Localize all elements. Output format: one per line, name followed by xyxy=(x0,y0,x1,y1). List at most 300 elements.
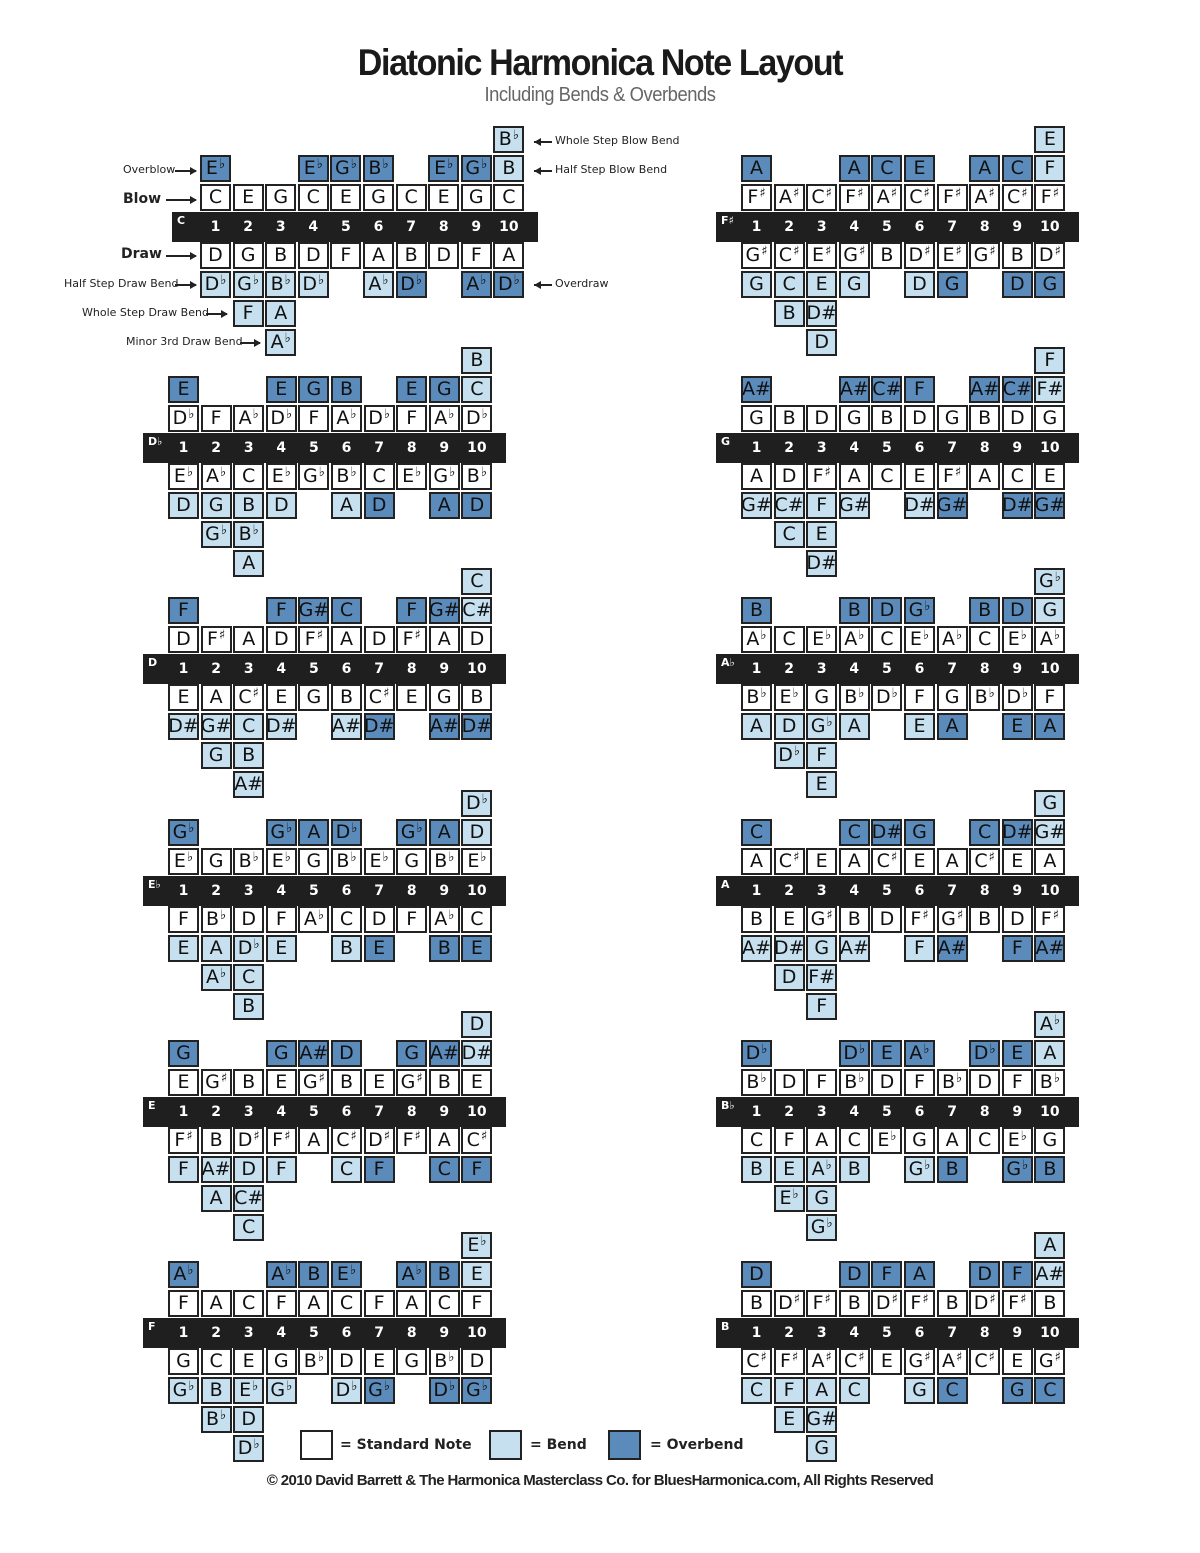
note-letter: E xyxy=(275,1071,288,1093)
blow-note xyxy=(904,184,935,211)
blow-note xyxy=(396,1069,427,1096)
hole-number: 6 xyxy=(341,1104,352,1120)
draw-note xyxy=(969,906,1000,933)
blow-note xyxy=(969,848,1000,875)
blow-note xyxy=(330,184,361,211)
note-letter: C xyxy=(437,1292,451,1314)
key-label: C xyxy=(177,214,186,227)
hole-number: 9 xyxy=(439,1325,450,1341)
hole-number: 9 xyxy=(1012,1104,1023,1120)
note-letter: B xyxy=(238,850,252,872)
note-letter: D# xyxy=(266,715,297,737)
note-letter: C xyxy=(368,686,383,708)
note-letter: G xyxy=(436,686,452,708)
note-letter: B xyxy=(404,244,418,266)
note-letter: D# xyxy=(1002,494,1033,516)
draw-bend-note xyxy=(774,1156,805,1183)
draw-bend-note xyxy=(806,935,837,962)
draw-note xyxy=(201,1127,232,1154)
note-letter: F xyxy=(206,628,218,650)
note-letter: A xyxy=(336,407,350,429)
note-letter: F xyxy=(406,599,418,621)
blow-note xyxy=(298,848,329,875)
note-letter: G xyxy=(176,1042,191,1064)
note-letter: A xyxy=(778,186,792,208)
overblow-note xyxy=(461,1261,492,1288)
note-letter: F xyxy=(1008,1292,1020,1314)
draw-bend-note xyxy=(364,492,395,519)
draw-bend-3-note xyxy=(806,1214,837,1241)
draw-bend-note xyxy=(233,713,264,740)
blow-note xyxy=(774,405,805,432)
note-letter: A xyxy=(303,908,317,930)
overblow-note xyxy=(904,1040,935,1067)
note-letter: F xyxy=(308,407,320,429)
hole-number: 3 xyxy=(816,1104,827,1120)
note-letter: A xyxy=(209,1292,223,1314)
hole-number: 10 xyxy=(1040,440,1060,456)
note-letter: E xyxy=(880,1042,893,1064)
note-letter: E xyxy=(783,1158,796,1180)
blow-note xyxy=(741,1069,772,1096)
draw-note xyxy=(806,1127,837,1154)
draw-bend-note xyxy=(429,713,460,740)
accidental: ♯ xyxy=(890,850,898,865)
note-letter: D xyxy=(204,273,220,295)
accidental: ♭ xyxy=(218,157,226,172)
draw-bend-note xyxy=(774,713,805,740)
note-letter: C xyxy=(782,273,796,295)
note-letter: G xyxy=(1042,599,1058,621)
blow-note xyxy=(871,405,902,432)
hole-number: 1 xyxy=(751,219,762,235)
note-letter: E xyxy=(470,1263,483,1285)
note-letter: G xyxy=(205,523,220,545)
hole-number: 7 xyxy=(406,219,416,235)
note-letter: A xyxy=(340,628,353,650)
accidental: ♭ xyxy=(513,273,520,288)
page-subtitle: Including Bends & Overbends xyxy=(484,84,716,106)
note-letter: G xyxy=(465,157,481,179)
note-letter: F xyxy=(812,1292,824,1314)
draw-note xyxy=(298,684,329,711)
overblow-note xyxy=(331,1040,362,1067)
note-letter: D xyxy=(781,715,797,737)
hole-number: 9 xyxy=(439,440,450,456)
draw-bend-2-note xyxy=(265,300,296,327)
note-letter: B xyxy=(209,1129,223,1151)
accidental: ♭ xyxy=(186,465,194,480)
hole-number: 6 xyxy=(341,440,352,456)
accidental: ♯ xyxy=(416,1071,423,1086)
overblow-note xyxy=(168,597,199,624)
draw-note xyxy=(298,1348,329,1375)
accidental: ♭ xyxy=(1053,1071,1060,1086)
note-letter: F xyxy=(779,1350,791,1372)
draw-note xyxy=(741,1348,772,1375)
draw-bend-note xyxy=(937,492,968,519)
blow-note xyxy=(839,1069,870,1096)
accidental: ♯ xyxy=(956,908,964,923)
blow-note xyxy=(298,626,329,653)
note-letter: G xyxy=(404,1350,420,1372)
hole-number: 4 xyxy=(276,883,287,899)
blow-note xyxy=(429,1069,460,1096)
note-letter: A xyxy=(401,1263,415,1285)
note-letter: D xyxy=(875,1292,891,1314)
note-letter: F xyxy=(1044,349,1056,371)
overblow-note xyxy=(904,597,935,624)
note-letter: G xyxy=(273,1350,289,1372)
hole-number: 10 xyxy=(1040,219,1060,235)
note-letter: B xyxy=(303,1350,317,1372)
note-letter: E xyxy=(177,937,190,959)
draw-bend-note xyxy=(331,1156,362,1183)
draw-note xyxy=(774,463,805,490)
draw-note xyxy=(493,242,524,269)
annot-minor-3rd-draw-bend: Minor 3rd Draw Bend xyxy=(126,335,243,348)
accidental: ♭ xyxy=(284,465,291,480)
draw-note xyxy=(233,1127,264,1154)
hole-number: 5 xyxy=(882,883,892,899)
draw-note xyxy=(429,906,460,933)
blow-note xyxy=(937,184,968,211)
overblow-note xyxy=(168,819,199,846)
overblow-note xyxy=(871,155,902,182)
annot-half-step-blow-bend: Half Step Blow Bend xyxy=(555,163,668,176)
draw-bend-note xyxy=(266,935,297,962)
draw-bend-note xyxy=(396,271,427,298)
accidental: ♭ xyxy=(220,273,227,288)
draw-bend-note xyxy=(331,935,362,962)
annot-overdraw: Overdraw xyxy=(555,277,609,290)
blow-bend-note xyxy=(1034,1011,1065,1038)
hole-number: 9 xyxy=(471,219,482,235)
note-letter: D xyxy=(176,628,191,650)
overblow-note xyxy=(871,597,902,624)
annot-blow: Blow xyxy=(123,191,162,207)
blow-note xyxy=(1034,1290,1065,1317)
note-letter: C xyxy=(749,1129,764,1151)
note-letter: C xyxy=(880,157,894,179)
draw-bend-note xyxy=(265,271,296,298)
overblow-note xyxy=(969,155,1000,182)
accidental: ♭ xyxy=(481,157,488,172)
accidental: ♭ xyxy=(448,1350,455,1365)
note-letter: D xyxy=(241,908,256,930)
accidental: ♭ xyxy=(826,715,833,730)
note-letter: E xyxy=(1011,1350,1024,1372)
note-letter: E xyxy=(913,465,926,487)
draw-note xyxy=(428,242,459,269)
draw-bend-note xyxy=(839,713,870,740)
accidental: ♯ xyxy=(924,244,931,259)
hole-number: 8 xyxy=(438,219,449,235)
note-letter: G xyxy=(371,186,386,208)
draw-note xyxy=(1002,684,1033,711)
note-letter: G xyxy=(810,908,826,930)
accidental: ♭ xyxy=(318,465,325,480)
draw-bend-note xyxy=(741,1156,772,1183)
draw-note xyxy=(364,684,395,711)
overblow-note xyxy=(396,819,427,846)
note-letter: G xyxy=(944,407,960,429)
accidental: ♭ xyxy=(480,273,487,288)
note-letter: D# xyxy=(806,552,837,574)
note-letter: D xyxy=(176,494,191,516)
overblow-note xyxy=(330,155,361,182)
note-letter: C# xyxy=(1002,378,1032,400)
overblow-note xyxy=(266,819,297,846)
draw-bend-2-note xyxy=(233,300,264,327)
accidental: ♭ xyxy=(792,1187,799,1202)
note-letter: E xyxy=(909,628,922,650)
note-letter: B xyxy=(880,244,894,266)
note-letter: E xyxy=(913,157,926,179)
blow-note xyxy=(331,1290,362,1317)
blow-bend-note xyxy=(1034,568,1065,595)
note-letter: G xyxy=(843,244,859,266)
blow-note xyxy=(168,848,199,875)
arrow-head xyxy=(534,167,541,175)
note-letter: A# xyxy=(970,378,1000,400)
overblow-note xyxy=(266,1261,297,1288)
note-letter: D xyxy=(172,407,188,429)
note-letter: A xyxy=(978,157,992,179)
blow-note xyxy=(461,184,492,211)
accidental: ♭ xyxy=(350,407,357,422)
hole-number: 3 xyxy=(816,883,827,899)
note-letter: F xyxy=(178,1292,189,1314)
blow-note xyxy=(969,1069,1000,1096)
hole-number: 10 xyxy=(467,1104,487,1120)
overblow-note xyxy=(1034,155,1065,182)
blow-note xyxy=(839,184,870,211)
draw-bend-note xyxy=(1034,271,1065,298)
hole-number: 8 xyxy=(979,661,990,677)
key-label: B♭ xyxy=(721,1099,735,1112)
note-letter: A xyxy=(307,1129,321,1151)
note-letter: A xyxy=(876,186,890,208)
draw-bend-note xyxy=(298,271,329,298)
note-letter: A# xyxy=(429,1042,459,1064)
draw-note xyxy=(396,906,427,933)
note-letter: A xyxy=(437,1129,451,1151)
note-letter: G xyxy=(973,244,989,266)
note-letter: B xyxy=(746,686,760,708)
draw-note xyxy=(330,242,361,269)
note-letter: E xyxy=(275,686,288,708)
hole-number: 3 xyxy=(816,1325,827,1341)
note-letter: A xyxy=(1039,628,1053,650)
overblow-note xyxy=(298,376,329,403)
note-letter: F xyxy=(275,599,287,621)
draw-note xyxy=(806,684,837,711)
note-letter: A# xyxy=(1035,1263,1065,1285)
draw-bend-3-note xyxy=(233,771,264,798)
note-letter: A xyxy=(974,186,988,208)
note-letter: A# xyxy=(1035,937,1065,959)
accidental: ♭ xyxy=(826,1216,833,1231)
note-letter: G xyxy=(908,1158,924,1180)
note-letter: A xyxy=(238,407,252,429)
blow-note xyxy=(871,848,902,875)
note-letter: C xyxy=(749,1379,764,1401)
note-letter: B xyxy=(270,273,284,295)
accidental: ♭ xyxy=(760,686,767,701)
overblow-note xyxy=(741,155,772,182)
note-letter: F xyxy=(783,1379,795,1401)
note-letter: E xyxy=(815,523,828,545)
note-letter: B xyxy=(339,686,354,708)
hole-number: 10 xyxy=(1040,661,1060,677)
draw-note xyxy=(266,906,297,933)
note-letter: D xyxy=(305,244,321,266)
note-letter: F# xyxy=(808,966,836,988)
blow-note xyxy=(461,848,492,875)
hole-number: 4 xyxy=(308,219,319,235)
blow-note xyxy=(839,626,870,653)
note-letter: C xyxy=(502,186,516,208)
draw-bend-2-note xyxy=(201,742,232,769)
accidental: ♯ xyxy=(252,686,259,701)
note-letter: D xyxy=(469,1013,485,1035)
note-letter: B xyxy=(336,465,350,487)
accidental: ♯ xyxy=(858,1350,865,1365)
note-letter: F xyxy=(178,599,189,621)
note-letter: F xyxy=(812,465,824,487)
hole-number: 2 xyxy=(211,1104,221,1120)
accidental: ♭ xyxy=(793,744,800,759)
draw-bend-note xyxy=(200,271,231,298)
overblow-note xyxy=(429,819,460,846)
overblow-note xyxy=(429,1261,460,1288)
note-letter: D xyxy=(977,1071,992,1093)
hole-number: 3 xyxy=(243,661,254,677)
draw-bend-note xyxy=(774,492,805,519)
draw-bend-note xyxy=(1002,1377,1033,1404)
note-letter: G xyxy=(810,715,826,737)
legend-bend-label: = Bend xyxy=(530,1437,587,1453)
note-letter: A xyxy=(242,552,256,574)
hole-number: 6 xyxy=(914,440,925,456)
accidental: ♯ xyxy=(383,1129,391,1144)
draw-bend-note xyxy=(201,935,232,962)
draw-bend-note xyxy=(1002,271,1033,298)
note-letter: G xyxy=(1042,273,1058,295)
note-letter: A xyxy=(847,850,861,872)
hole-number: 8 xyxy=(979,883,990,899)
note-letter: B xyxy=(339,378,354,400)
overblow-note xyxy=(741,819,772,846)
note-letter: F xyxy=(1044,157,1056,179)
accidental: ♭ xyxy=(284,273,291,288)
note-letter: D# xyxy=(904,494,935,516)
accidental: ♯ xyxy=(988,850,995,865)
note-letter: G xyxy=(306,850,322,872)
note-letter: F xyxy=(242,302,254,324)
accidental: ♭ xyxy=(481,792,488,807)
hole-number: 10 xyxy=(467,1325,487,1341)
note-letter: C xyxy=(242,966,256,988)
note-letter: D xyxy=(273,494,289,516)
note-letter: A xyxy=(746,628,760,650)
note-letter: E xyxy=(373,1071,386,1093)
note-letter: F# xyxy=(1036,378,1064,400)
accidental: ♭ xyxy=(252,407,259,422)
accidental: ♯ xyxy=(793,244,800,259)
note-letter: F xyxy=(816,494,828,516)
note-letter: G xyxy=(814,1187,830,1209)
hole-number: 1 xyxy=(210,219,221,235)
note-letter: E xyxy=(373,937,386,959)
key-label: D♭ xyxy=(148,435,163,448)
note-letter: D xyxy=(1009,599,1025,621)
note-letter: F xyxy=(340,244,352,266)
blow-note xyxy=(168,626,199,653)
note-letter: A xyxy=(1039,1013,1053,1035)
draw-bend-note xyxy=(839,271,870,298)
accidental: ♭ xyxy=(286,821,293,836)
hole-number: 1 xyxy=(751,661,762,677)
hole-number: 8 xyxy=(406,883,417,899)
blow-note xyxy=(741,1290,772,1317)
note-letter: B xyxy=(942,1071,956,1093)
draw-bend-note xyxy=(461,271,492,298)
draw-note xyxy=(461,242,492,269)
note-letter: A xyxy=(274,302,288,324)
blow-bend-note xyxy=(461,347,492,374)
blow-note xyxy=(429,1290,460,1317)
note-letter: G xyxy=(273,1042,289,1064)
draw-bend-note xyxy=(839,1377,870,1404)
note-letter: D xyxy=(778,1292,793,1314)
accidental: ♭ xyxy=(350,465,357,480)
accidental: ♯ xyxy=(1054,1350,1061,1365)
note-letter: E xyxy=(271,850,284,872)
overblow-note xyxy=(839,1040,870,1067)
hole-number: 7 xyxy=(947,219,957,235)
overblow-note xyxy=(200,155,231,182)
accidental: ♭ xyxy=(988,686,995,701)
draw-bend-note xyxy=(364,1156,395,1183)
blow-note xyxy=(201,1290,232,1317)
accidental: ♯ xyxy=(759,186,766,201)
accidental: ♭ xyxy=(481,407,488,422)
draw-bend-note xyxy=(266,713,297,740)
note-letter: F xyxy=(210,407,222,429)
note-letter: B xyxy=(1039,1071,1053,1093)
overblow-note xyxy=(429,597,460,624)
draw-note xyxy=(266,1127,297,1154)
accidental: ♭ xyxy=(449,465,456,480)
draw-bend-note xyxy=(461,935,492,962)
blow-note xyxy=(969,405,1000,432)
accidental: ♭ xyxy=(383,407,390,422)
overblow-note xyxy=(969,597,1000,624)
accidental: ♯ xyxy=(922,908,929,923)
blow-note xyxy=(265,184,296,211)
blow-note xyxy=(266,405,297,432)
note-letter: F xyxy=(1044,686,1056,708)
blow-note xyxy=(298,405,329,432)
draw-bend-note xyxy=(233,1156,264,1183)
accidental: ♯ xyxy=(760,1350,767,1365)
blow-note xyxy=(168,405,199,432)
draw-note xyxy=(200,242,231,269)
key-label: A xyxy=(721,878,730,891)
note-letter: D xyxy=(339,1350,354,1372)
